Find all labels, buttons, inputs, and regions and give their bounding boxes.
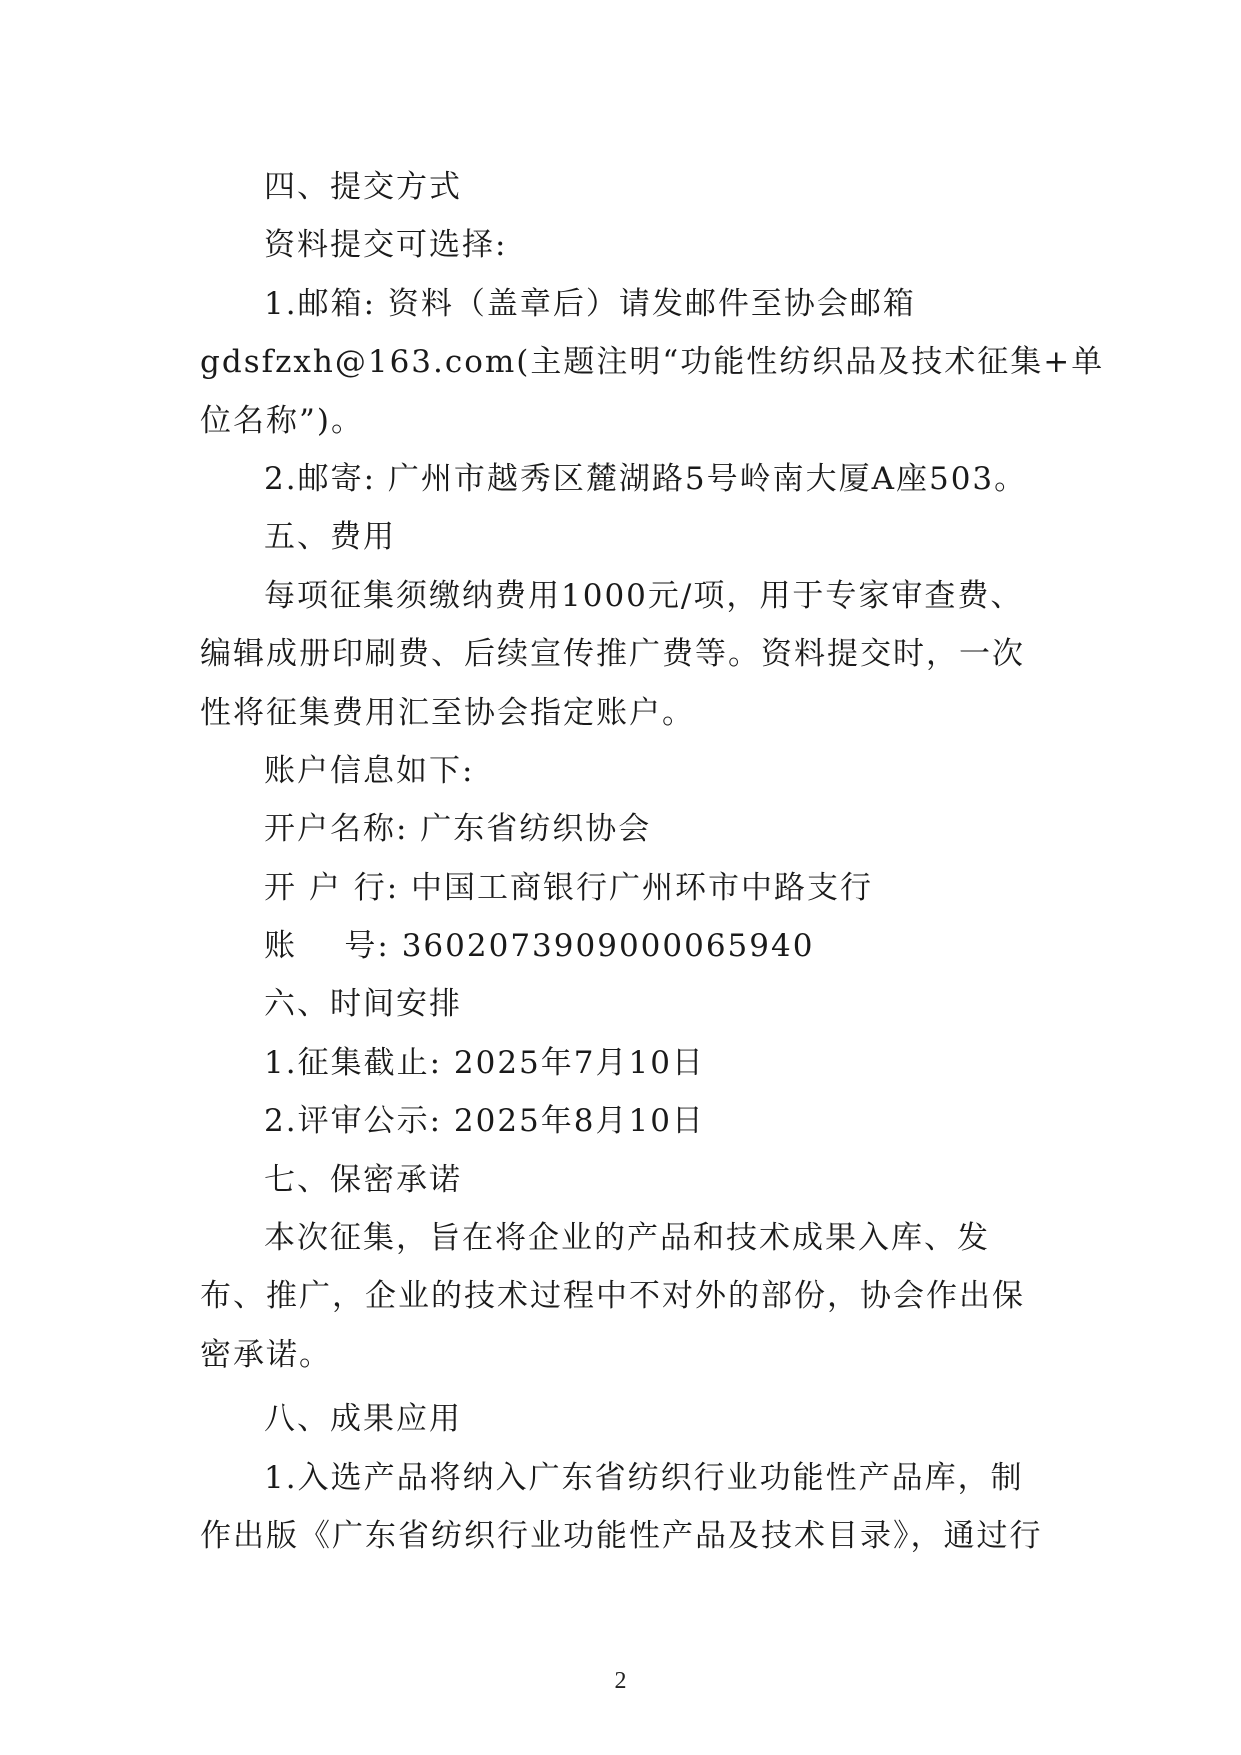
section-heading-submission: 四、提交方式: [264, 169, 462, 205]
paragraph-line: 密承诺。: [200, 1336, 332, 1373]
paragraph-line: 1.征集截止: 2025年7月10日: [264, 1044, 705, 1081]
account-number-line: 账 号: 3602073909000065940: [264, 928, 815, 965]
paragraph-line: 性将征集费用汇至协会指定账户。: [200, 694, 695, 731]
paragraph-line: 账户信息如下:: [264, 752, 475, 789]
account-name-line: 开户名称: 广东省纺织协会: [264, 811, 652, 848]
paragraph-line: 资料提交可选择:: [264, 227, 508, 264]
paragraph-line: 2.邮寄: 广州市越秀区麓湖路5号岭南大厦A座503。: [264, 460, 1028, 497]
paragraph-line: 位名称”)。: [200, 402, 364, 439]
paragraph-line: 2.评审公示: 2025年8月10日: [264, 1103, 705, 1140]
section-heading-confidentiality: 七、保密承诺: [264, 1161, 462, 1198]
paragraph-line: 1.入选产品将纳入广东省纺织行业功能性产品库，制: [264, 1459, 1024, 1496]
paragraph-line: 布、推广，企业的技术过程中不对外的部份，协会作出保: [200, 1278, 1025, 1315]
paragraph-line: gdsfzxh@163.com(主题注明“功能性纺织品及技术征集+单: [200, 344, 1105, 381]
page-number: 2: [614, 1668, 627, 1694]
section-heading-fees: 五、费用: [264, 519, 396, 556]
account-bank-line: 开 户 行: 中国工商银行广州环市中路支行: [264, 869, 874, 906]
section-heading-application: 八、成果应用: [264, 1401, 462, 1438]
paragraph-line: 每项征集须缴纳费用1000元/项，用于专家审查费、: [264, 577, 1024, 614]
paragraph-line: 1.邮箱: 资料（盖章后）请发邮件至协会邮箱: [264, 285, 916, 322]
paragraph-line: 作出版《广东省纺织行业功能性产品及技术目录》，通过行: [200, 1517, 1043, 1554]
paragraph-line: 编辑成册印刷费、后续宣传推广费等。资料提交时，一次: [200, 636, 1025, 673]
section-heading-schedule: 六、时间安排: [264, 986, 462, 1023]
document-body: [200, 158, 1105, 1565]
paragraph-line: 本次征集，旨在将企业的产品和技术成果入库、发: [264, 1220, 990, 1257]
